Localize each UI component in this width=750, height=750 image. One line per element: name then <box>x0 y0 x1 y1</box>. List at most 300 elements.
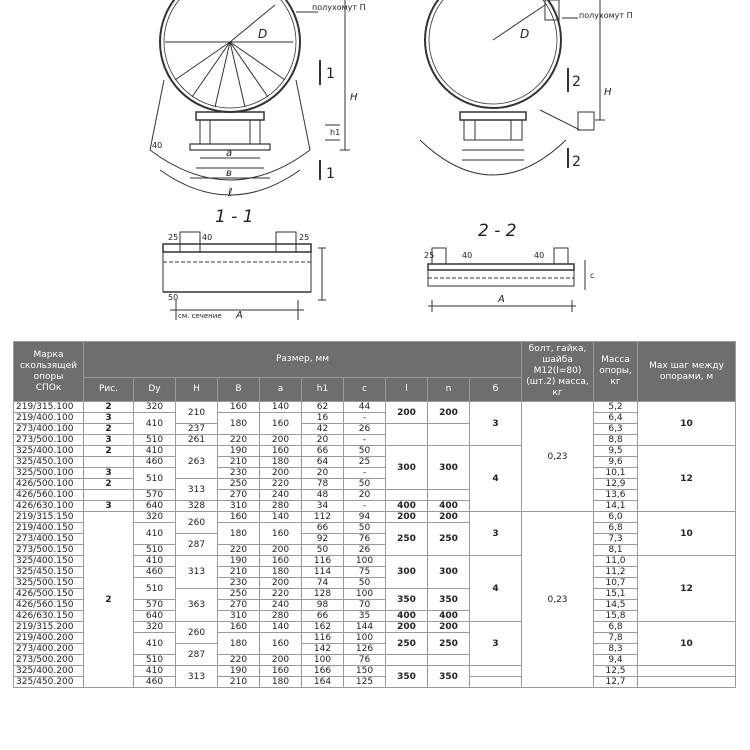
cell-b: 220 <box>218 545 260 556</box>
cell-fig: 3 <box>84 435 134 446</box>
cell-b: 190 <box>218 666 260 677</box>
cell-delta <box>470 666 522 677</box>
cell-mass: 9,6 <box>594 457 638 468</box>
cell-mass: 9,4 <box>594 655 638 666</box>
cell-c: 100 <box>344 589 386 600</box>
cell-mark: 219/315.100 <box>14 402 84 413</box>
cell-c: 100 <box>344 633 386 644</box>
cell-h1: 66 <box>302 446 344 457</box>
cell-a: 160 <box>260 666 302 677</box>
table-row <box>14 468 736 479</box>
cell-n: 400 <box>428 501 470 512</box>
cell-h: 287 <box>176 644 218 666</box>
cell-h: 363 <box>176 589 218 622</box>
cell-fig: 3 <box>84 413 134 424</box>
cell-h: 261 <box>176 435 218 446</box>
cell-c: 126 <box>344 644 386 655</box>
cell-b: 180 <box>218 633 260 655</box>
cell-b: 270 <box>218 600 260 611</box>
cell-mark: 426/560.100 <box>14 490 84 501</box>
cell-c: 50 <box>344 523 386 534</box>
cell-b: 210 <box>218 677 260 688</box>
header-delta: б <box>470 378 522 402</box>
cell-dy: 410 <box>134 666 176 677</box>
cell-n: 200 <box>428 512 470 523</box>
figure-1-pipe <box>150 0 350 195</box>
header-mass: Масса опоры, кг <box>594 342 638 402</box>
table-row <box>14 501 736 512</box>
dim-h1-label: h1 <box>330 128 341 137</box>
cell-n: 400 <box>428 611 470 622</box>
cell-n: 300 <box>428 446 470 490</box>
dim-b-label: в <box>226 168 232 179</box>
cell-l: 300 <box>386 446 428 490</box>
cell-a: 200 <box>260 545 302 556</box>
cell-h1: 142 <box>302 644 344 655</box>
cell-dy: 320 <box>134 622 176 633</box>
cell-dy: 510 <box>134 545 176 556</box>
cell-dy: 320 <box>134 512 176 523</box>
cell-step: 10 <box>638 622 736 666</box>
cell-b: 190 <box>218 446 260 457</box>
cell-mass: 8,8 <box>594 435 638 446</box>
table-row <box>14 479 736 490</box>
cut-1-bottom-label: 1 <box>326 166 335 182</box>
cell-h: 313 <box>176 556 218 589</box>
cell-l: 200 <box>386 402 428 424</box>
cell-h: 260 <box>176 622 218 644</box>
cell-mark: 325/400.200 <box>14 666 84 677</box>
cell-b: 310 <box>218 611 260 622</box>
cell-c: 75 <box>344 567 386 578</box>
cell-fig: 2 <box>84 512 134 688</box>
cell-b: 180 <box>218 413 260 435</box>
cell-n <box>428 655 470 666</box>
cell-mass: 11,2 <box>594 567 638 578</box>
cell-a: 200 <box>260 578 302 589</box>
header-h1: h1 <box>302 378 344 402</box>
cell-mark: 325/400.150 <box>14 556 84 567</box>
cell-h1: 66 <box>302 523 344 534</box>
cell-c: 50 <box>344 446 386 457</box>
cell-delta: 3 <box>470 622 522 666</box>
cell-mass: 12,9 <box>594 479 638 490</box>
cell-n <box>428 424 470 446</box>
cell-step <box>638 666 736 677</box>
cell-h: 313 <box>176 666 218 688</box>
dim-h-label-1: H <box>350 92 358 103</box>
cell-mass: 14,1 <box>594 501 638 512</box>
cell-mass: 13,6 <box>594 490 638 501</box>
cell-n: 250 <box>428 633 470 655</box>
header-l: l <box>386 378 428 402</box>
cell-bolt: 0,23 <box>522 512 594 688</box>
cell-step <box>638 677 736 688</box>
cell-b: 310 <box>218 501 260 512</box>
cell-h: 237 <box>176 424 218 435</box>
cell-h1: 20 <box>302 435 344 446</box>
header-mark <box>14 342 84 402</box>
cell-mark: 426/630.150 <box>14 611 84 622</box>
table-row <box>14 490 736 501</box>
table-row <box>14 402 736 413</box>
cell-fig: 3 <box>84 501 134 512</box>
cell-mark: 325/450.150 <box>14 567 84 578</box>
cell-h1: 34 <box>302 501 344 512</box>
cell-dy: 410 <box>134 523 176 545</box>
cell-fig: 2 <box>84 424 134 435</box>
cell-h: 260 <box>176 512 218 534</box>
cell-c: - <box>344 468 386 479</box>
cell-a: 160 <box>260 446 302 457</box>
cell-h: 313 <box>176 479 218 501</box>
header-size-group: Размер, мм <box>84 342 522 378</box>
cell-b: 230 <box>218 578 260 589</box>
cell-dy: 410 <box>134 446 176 457</box>
cell-h1: 62 <box>302 402 344 413</box>
dim-A-label-2: А <box>498 294 505 305</box>
cell-bolt: 0,23 <box>522 402 594 512</box>
cell-h1: 114 <box>302 567 344 578</box>
cell-b: 210 <box>218 457 260 468</box>
cell-dy: 570 <box>134 600 176 611</box>
cell-mass: 7,3 <box>594 534 638 545</box>
cell-dy: 410 <box>134 556 176 567</box>
cell-c: 50 <box>344 479 386 490</box>
cell-mass: 6,4 <box>594 413 638 424</box>
cell-a: 200 <box>260 655 302 666</box>
cell-mass: 15,8 <box>594 611 638 622</box>
cell-h1: 100 <box>302 655 344 666</box>
cell-a: 280 <box>260 501 302 512</box>
cell-n: 200 <box>428 622 470 633</box>
header-n: n <box>428 378 470 402</box>
dim-25-label-2: 25 <box>299 233 310 242</box>
cell-dy: 570 <box>134 490 176 501</box>
cell-mark: 426/560.150 <box>14 600 84 611</box>
cut-2-top-label: 2 <box>572 74 581 90</box>
cell-mark: 273/400.150 <box>14 534 84 545</box>
cell-n: 350 <box>428 666 470 688</box>
cell-mark: 219/315.150 <box>14 512 84 523</box>
cell-mass: 8,1 <box>594 545 638 556</box>
cell-h1: 92 <box>302 534 344 545</box>
cell-l: 200 <box>386 512 428 523</box>
table-row <box>14 457 736 468</box>
cell-a: 220 <box>260 589 302 600</box>
cell-b: 270 <box>218 490 260 501</box>
cell-mark: 325/400.100 <box>14 446 84 457</box>
cell-dy: 460 <box>134 457 176 468</box>
cell-h1: 50 <box>302 545 344 556</box>
cell-c: - <box>344 435 386 446</box>
cell-h1: 162 <box>302 622 344 633</box>
cut-2-bottom-label: 2 <box>572 154 581 170</box>
dim-A-label-1: А <box>236 310 243 321</box>
cell-mass: 14,5 <box>594 600 638 611</box>
cell-h: 328 <box>176 501 218 512</box>
cell-mark: 273/500.150 <box>14 545 84 556</box>
cell-mass: 5,2 <box>594 402 638 413</box>
technical-drawing <box>0 0 750 335</box>
cell-a: 180 <box>260 457 302 468</box>
cell-mark: 426/630.100 <box>14 501 84 512</box>
cell-dy: 640 <box>134 611 176 622</box>
cell-h1: 66 <box>302 611 344 622</box>
dim-40-label-4: 40 <box>534 251 545 260</box>
cell-c: 150 <box>344 666 386 677</box>
cell-delta <box>470 677 522 688</box>
cell-step: 12 <box>638 446 736 512</box>
cell-delta: 3 <box>470 402 522 446</box>
cell-l: 350 <box>386 666 428 688</box>
cell-mark: 426/500.150 <box>14 589 84 600</box>
header-mark-sub-label: СПОк <box>35 382 62 393</box>
cell-a: 140 <box>260 402 302 413</box>
header-h: H <box>176 378 218 402</box>
cell-a: 200 <box>260 435 302 446</box>
cell-n <box>428 490 470 501</box>
cell-b: 160 <box>218 402 260 413</box>
cell-a: 140 <box>260 512 302 523</box>
header-fig: Рис. <box>84 378 134 402</box>
cell-a: 280 <box>260 611 302 622</box>
cell-h1: 116 <box>302 556 344 567</box>
see-section-note: см. сечение <box>178 312 222 320</box>
header-a: a <box>260 378 302 402</box>
cell-a: 160 <box>260 413 302 435</box>
cell-b: 220 <box>218 435 260 446</box>
cell-dy: 510 <box>134 578 176 600</box>
cell-h1: 112 <box>302 512 344 523</box>
cell-b: 160 <box>218 622 260 633</box>
dim-d-label-1: D <box>258 27 268 41</box>
dim-40-label-2: 40 <box>202 233 213 242</box>
cell-mass: 15,1 <box>594 589 638 600</box>
cell-c: 125 <box>344 677 386 688</box>
header-step: Мах шаг между опорами, м <box>638 342 736 402</box>
cell-h: 263 <box>176 446 218 479</box>
cell-l <box>386 655 428 666</box>
cell-h: 210 <box>176 402 218 424</box>
table-body <box>14 402 736 688</box>
section-2-2-drawing <box>428 248 585 312</box>
cell-a: 160 <box>260 633 302 655</box>
half-clamp-label-1: полухомут П <box>312 3 366 12</box>
cell-fig: 2 <box>84 402 134 413</box>
cell-n: 250 <box>428 523 470 556</box>
cell-mass: 12,5 <box>594 666 638 677</box>
cell-mass: 6,3 <box>594 424 638 435</box>
dim-40-label-3: 40 <box>462 251 473 260</box>
cell-h1: 78 <box>302 479 344 490</box>
cell-n: 350 <box>428 589 470 611</box>
cell-b: 160 <box>218 512 260 523</box>
cell-b: 180 <box>218 523 260 545</box>
cell-dy: 460 <box>134 677 176 688</box>
cell-mark: 219/400.200 <box>14 633 84 644</box>
cell-mass: 8,3 <box>594 644 638 655</box>
cell-step: 10 <box>638 402 736 446</box>
cell-c: 26 <box>344 424 386 435</box>
header-c: c <box>344 378 386 402</box>
table-row <box>14 424 736 435</box>
cell-l <box>386 424 428 446</box>
table-row <box>14 446 736 457</box>
cell-c: 76 <box>344 655 386 666</box>
cell-h1: 116 <box>302 633 344 644</box>
cell-c: 26 <box>344 545 386 556</box>
cell-h1: 128 <box>302 589 344 600</box>
cell-c: 100 <box>344 556 386 567</box>
cell-delta: 4 <box>470 556 522 622</box>
cell-mark: 325/450.100 <box>14 457 84 468</box>
cell-l: 400 <box>386 611 428 622</box>
cell-a: 160 <box>260 523 302 545</box>
cell-l: 400 <box>386 501 428 512</box>
cell-dy: 640 <box>134 501 176 512</box>
cell-mark: 273/400.100 <box>14 424 84 435</box>
cell-mass: 11,0 <box>594 556 638 567</box>
header-bolt: болт, гайка, шайба М12(l=80) (шт.2) масса, кг <box>522 342 594 402</box>
cell-mass: 7,8 <box>594 633 638 644</box>
cell-h1: 48 <box>302 490 344 501</box>
cut-1-top-label: 1 <box>326 66 335 82</box>
section-2-2-title: 2 - 2 <box>478 221 517 241</box>
dim-d-label-2: D <box>520 27 530 41</box>
cell-h1: 74 <box>302 578 344 589</box>
half-clamp-label-2: полухомут П <box>579 11 633 20</box>
cell-c: 35 <box>344 611 386 622</box>
cell-mass: 10,7 <box>594 578 638 589</box>
cell-dy: 460 <box>134 567 176 578</box>
header-dy: Dy <box>134 378 176 402</box>
cell-b: 190 <box>218 556 260 567</box>
cell-dy: 510 <box>134 435 176 446</box>
cell-l: 350 <box>386 589 428 611</box>
cell-c: - <box>344 501 386 512</box>
cell-dy: 410 <box>134 413 176 435</box>
section-1-1-title: 1 - 1 <box>215 207 254 227</box>
cell-mark: 219/400.100 <box>14 413 84 424</box>
table-row <box>14 413 736 424</box>
header-b: B <box>218 378 260 402</box>
cell-step: 10 <box>638 512 736 556</box>
cell-step: 12 <box>638 556 736 622</box>
cell-a: 180 <box>260 677 302 688</box>
cell-mark: 325/500.100 <box>14 468 84 479</box>
cell-delta: 3 <box>470 512 522 556</box>
cell-mark: 273/500.100 <box>14 435 84 446</box>
cell-l <box>386 490 428 501</box>
cell-h: 287 <box>176 534 218 556</box>
cell-n: 300 <box>428 556 470 589</box>
cell-l: 250 <box>386 633 428 655</box>
cell-mass: 9,5 <box>594 446 638 457</box>
cell-l: 250 <box>386 523 428 556</box>
cell-b: 250 <box>218 479 260 490</box>
cell-l: 200 <box>386 622 428 633</box>
dim-25-label-1: 25 <box>168 233 179 242</box>
cell-a: 240 <box>260 490 302 501</box>
cell-dy: 510 <box>134 468 176 490</box>
header-mark-label: Марка скользящей опоры <box>19 349 77 382</box>
cell-h1: 166 <box>302 666 344 677</box>
cell-a: 180 <box>260 567 302 578</box>
dim-l-label: ℓ <box>228 186 233 199</box>
cell-c: - <box>344 413 386 424</box>
cell-h1: 42 <box>302 424 344 435</box>
cell-fig: 3 <box>84 468 134 479</box>
cell-a: 140 <box>260 622 302 633</box>
cell-b: 250 <box>218 589 260 600</box>
cell-mass: 10,1 <box>594 468 638 479</box>
cell-mark: 325/450.200 <box>14 677 84 688</box>
dim-c-label: c <box>590 271 595 280</box>
cell-a: 240 <box>260 600 302 611</box>
cell-c: 50 <box>344 578 386 589</box>
cell-mark: 219/400.150 <box>14 523 84 534</box>
cell-dy: 410 <box>134 633 176 655</box>
cell-fig: 2 <box>84 479 134 490</box>
cell-c: 70 <box>344 600 386 611</box>
section-1-1-drawing <box>163 232 326 320</box>
cell-dy: 320 <box>134 402 176 413</box>
cell-mark: 325/500.150 <box>14 578 84 589</box>
table-row <box>14 435 736 446</box>
cell-fig <box>84 490 134 501</box>
cell-mass: 6,8 <box>594 622 638 633</box>
table-row <box>14 512 736 523</box>
cell-mark: 273/400.200 <box>14 644 84 655</box>
cell-b: 220 <box>218 655 260 666</box>
cell-mass: 6,0 <box>594 512 638 523</box>
dim-25-label-3: 25 <box>424 251 435 260</box>
cell-h1: 64 <box>302 457 344 468</box>
cell-c: 44 <box>344 402 386 413</box>
cell-mass: 12,7 <box>594 677 638 688</box>
dim-40-label: 40 <box>152 141 163 150</box>
cell-mass: 6,8 <box>594 523 638 534</box>
cell-c: 25 <box>344 457 386 468</box>
cell-h1: 98 <box>302 600 344 611</box>
cell-b: 210 <box>218 567 260 578</box>
cell-mark: 426/500.100 <box>14 479 84 490</box>
cell-a: 200 <box>260 468 302 479</box>
cell-mark: 219/315.200 <box>14 622 84 633</box>
cell-c: 76 <box>344 534 386 545</box>
dim-h-label-2: H <box>604 87 612 98</box>
dim-50-label: 50 <box>168 293 179 302</box>
cell-b: 230 <box>218 468 260 479</box>
support-spec-table <box>13 341 736 688</box>
cell-dy: 510 <box>134 655 176 666</box>
cell-c: 144 <box>344 622 386 633</box>
cell-n: 200 <box>428 402 470 424</box>
dim-a-label: a <box>226 148 233 159</box>
cell-a: 220 <box>260 479 302 490</box>
cell-fig: 2 <box>84 446 134 457</box>
cell-h1: 16 <box>302 413 344 424</box>
cell-l: 300 <box>386 556 428 589</box>
cell-h1: 164 <box>302 677 344 688</box>
cell-h1: 20 <box>302 468 344 479</box>
cell-c: 20 <box>344 490 386 501</box>
cell-a: 160 <box>260 556 302 567</box>
cell-mark: 273/500.200 <box>14 655 84 666</box>
cell-delta: 4 <box>470 446 522 512</box>
cell-fig <box>84 457 134 468</box>
